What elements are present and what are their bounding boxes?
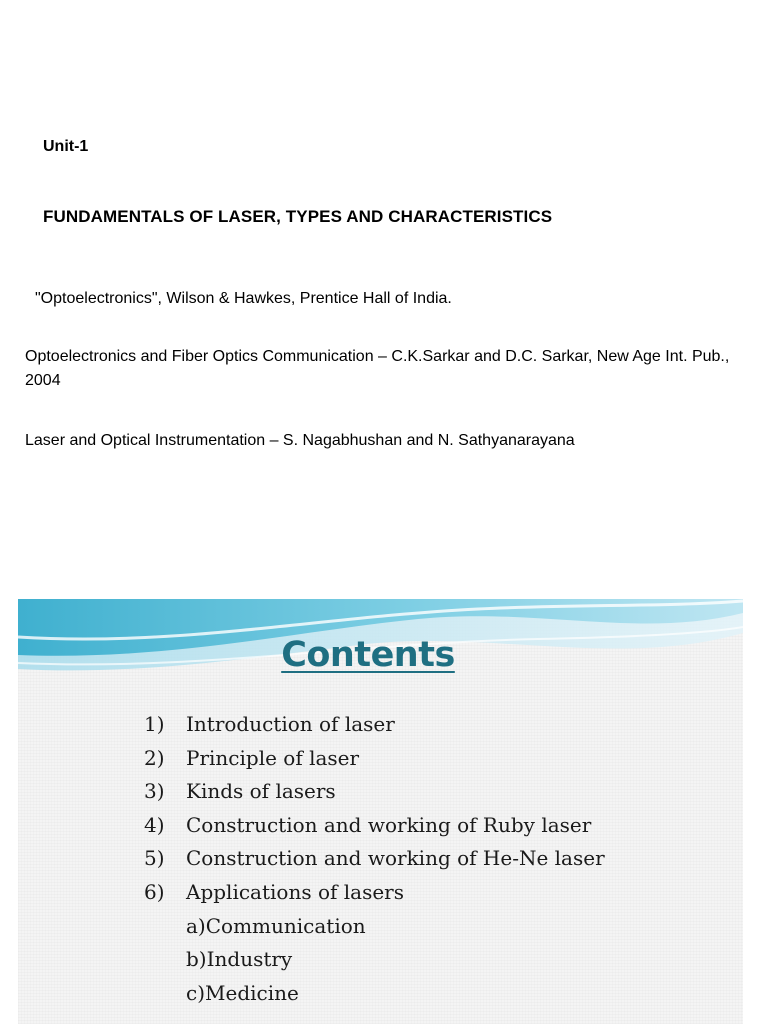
contents-slide-image [18, 599, 743, 1024]
list-item [144, 742, 605, 776]
item-number: 4) [144, 812, 165, 837]
item-text: Construction and working of Ruby laser [186, 812, 592, 837]
item-number: 6) [144, 879, 165, 904]
item-number: 1) [144, 712, 165, 736]
reference-3: Laser and Optical Instrumentation – S. Nagabhushan and N. Sathyanarayana [25, 432, 575, 449]
list-item [144, 775, 605, 809]
item-number: 2) [144, 745, 165, 770]
list-item [144, 876, 605, 910]
unit-label: Unit-1 [43, 138, 89, 155]
list-item [144, 842, 605, 876]
item-text: Applications of lasers [186, 879, 404, 904]
sub-item-text: b)Industry [186, 947, 293, 972]
document-title: FUNDAMENTALS OF LASER, TYPES AND CHARACTERISTICS [43, 207, 553, 226]
reference-2: Optoelectronics and Fiber Optics Communication – C.K.Sarkar and D.C. Sarkar, New Age Int. Pub., 2004 [25, 348, 730, 389]
item-text: Kinds of lasers [186, 779, 336, 804]
sub-item-text: a)Communication [186, 913, 366, 938]
reference-1: "Optoelectronics", Wilson & Hawkes, Prentice Hall of India. [35, 290, 452, 307]
sub-item-text: c)Medicine [186, 980, 299, 1005]
contents-title: Contents [281, 635, 455, 675]
contents-list [144, 708, 605, 1010]
list-item [144, 809, 605, 843]
sub-list-item [144, 910, 605, 944]
item-text: Construction and working of He-Ne laser [186, 846, 605, 871]
item-number: 5) [144, 846, 165, 871]
list-item [144, 708, 605, 742]
item-text: Principle of laser [186, 745, 360, 770]
sub-list-item [144, 943, 605, 977]
item-number: 3) [144, 779, 165, 804]
sub-list-item [144, 977, 605, 1011]
item-text: Introduction of laser [186, 712, 395, 736]
